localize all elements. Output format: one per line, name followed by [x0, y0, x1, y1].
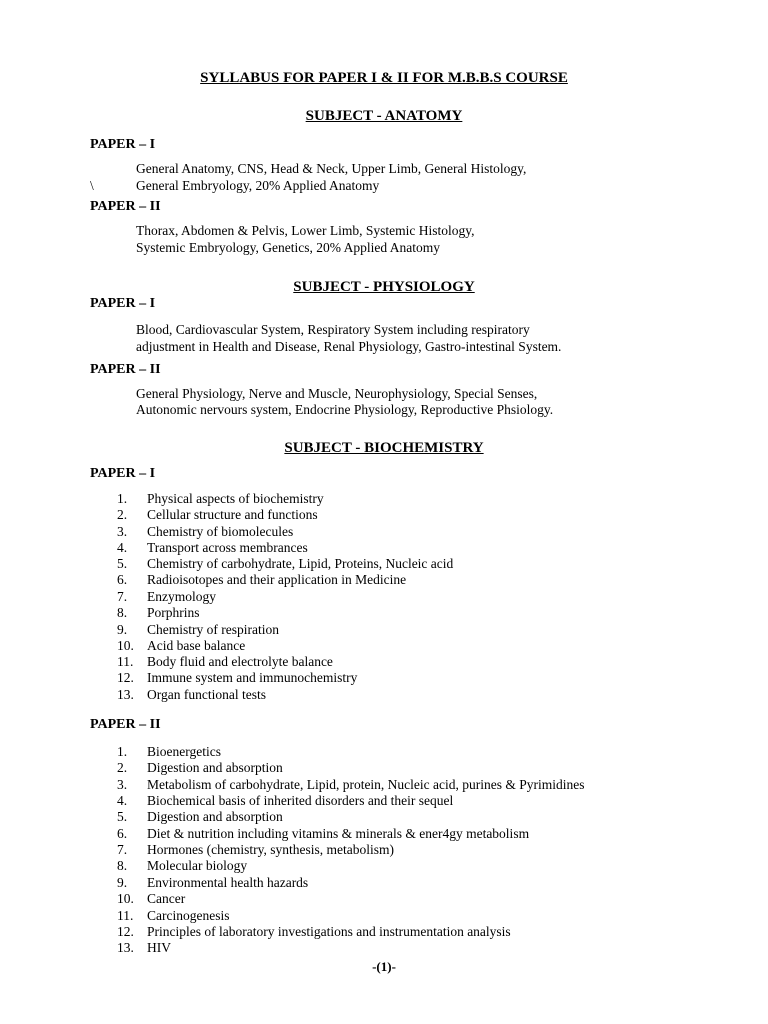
item-number: 8. [117, 858, 128, 873]
item-number: 1. [117, 491, 128, 506]
biochemistry-heading: SUBJECT - BIOCHEMISTRY [284, 440, 484, 456]
biochemistry-paper-2-item [117, 810, 283, 824]
physiology-paper-2-line: General Physiology, Nerve and Muscle, Neurophysiology, Special Senses, [136, 386, 538, 401]
anatomy-paper-2-label: PAPER – II [90, 199, 161, 214]
item-text: Cancer [147, 891, 186, 906]
item-text: Bioenergetics [147, 744, 221, 759]
item-number: 13. [117, 687, 134, 702]
biochemistry-paper-2-item [117, 909, 229, 923]
physiology-heading: SUBJECT - PHYSIOLOGY [293, 279, 475, 295]
anatomy-heading: SUBJECT - ANATOMY [305, 108, 463, 124]
biochemistry-paper-1-item [117, 557, 453, 571]
item-number: 4. [117, 793, 128, 808]
item-text: Digestion and absorption [147, 760, 283, 775]
stray-backslash-mark: \ [90, 178, 94, 193]
biochemistry-paper-1-item [117, 655, 333, 669]
item-text: Immune system and immunochemistry [147, 670, 358, 685]
item-number: 1. [117, 744, 128, 759]
item-text: Cellular structure and functions [147, 507, 318, 522]
biochemistry-paper-2-item [117, 941, 171, 955]
biochemistry-paper-1-label: PAPER – I [90, 466, 156, 481]
item-text: Chemistry of respiration [147, 622, 279, 637]
anatomy-paper-1-line: General Anatomy, CNS, Head & Neck, Upper Limb, General Histology, [136, 161, 527, 176]
biochemistry-paper-2-item [117, 794, 453, 808]
biochemistry-paper-2-item [117, 827, 529, 841]
item-number: 3. [117, 524, 128, 539]
item-number: 12. [117, 670, 134, 685]
item-text: Porphrins [147, 605, 200, 620]
item-number: 2. [117, 760, 128, 775]
item-number: 13. [117, 940, 134, 955]
biochemistry-paper-1-item [117, 525, 293, 539]
item-number: 5. [117, 809, 128, 824]
biochemistry-paper-1-item [117, 639, 245, 653]
item-number: 10. [117, 638, 134, 653]
item-text: Radioisotopes and their application in Medicine [147, 572, 407, 587]
physiology-paper-1-line: adjustment in Health and Disease, Renal Physiology, Gastro-intestinal System. [136, 339, 562, 354]
biochemistry-paper-2-item [117, 761, 283, 775]
item-number: 7. [117, 842, 128, 857]
item-number: 6. [117, 826, 128, 841]
item-text: Environmental health hazards [147, 875, 309, 890]
biochemistry-paper-1-item [117, 541, 308, 555]
biochemistry-paper-1-item [117, 508, 318, 522]
biochemistry-paper-1-item [117, 623, 279, 637]
item-text: Digestion and absorption [147, 809, 283, 824]
biochemistry-paper-2-item [117, 843, 394, 857]
biochemistry-paper-2-item [117, 892, 185, 906]
item-number: 11. [117, 654, 134, 669]
item-text: Hormones (chemistry, synthesis, metabolism) [147, 842, 394, 857]
biochemistry-paper-1-item [117, 688, 266, 702]
item-number: 5. [117, 556, 128, 571]
biochemistry-paper-2-item [117, 778, 585, 792]
item-number: 9. [117, 622, 128, 637]
item-number: 4. [117, 540, 128, 555]
item-text: Chemistry of carbohydrate, Lipid, Proteins, Nucleic acid [147, 556, 454, 571]
biochemistry-paper-2-item [117, 925, 511, 939]
item-text: Principles of laboratory investigations and instrumentation analysis [147, 924, 511, 939]
item-number: 7. [117, 589, 128, 604]
item-text: Body fluid and electrolyte balance [147, 654, 333, 669]
item-number: 12. [117, 924, 134, 939]
anatomy-paper-2-line: Systemic Embryology, Genetics, 20% Applied Anatomy [136, 240, 440, 255]
item-text: Physical aspects of biochemistry [147, 491, 324, 506]
item-text: Transport across membrances [147, 540, 308, 555]
item-text: Diet & nutrition including vitamins & minerals & ener4gy metabolism [147, 826, 530, 841]
biochemistry-paper-1-item [117, 573, 406, 587]
biochemistry-paper-2-item [117, 745, 221, 759]
item-number: 10. [117, 891, 134, 906]
biochemistry-paper-1-item [117, 590, 216, 604]
biochemistry-paper-1-item [117, 671, 357, 685]
biochemistry-paper-2-item [117, 876, 308, 890]
item-text: Metabolism of carbohydrate, Lipid, protein, Nucleic acid, purines & Pyrimidines [147, 777, 585, 792]
item-text: Carcinogenesis [147, 908, 230, 923]
biochemistry-paper-2-item [117, 859, 247, 873]
biochemistry-paper-1-item [117, 492, 324, 506]
item-text: Chemistry of biomolecules [147, 524, 294, 539]
anatomy-paper-1-line: General Embryology, 20% Applied Anatomy [136, 178, 380, 193]
anatomy-paper-1-label: PAPER – I [90, 137, 156, 152]
item-text: HIV [147, 940, 171, 955]
document-title: SYLLABUS FOR PAPER I & II FOR M.B.B.S COURSE [200, 70, 568, 86]
physiology-paper-2-label: PAPER – II [90, 362, 161, 377]
item-number: 6. [117, 572, 128, 587]
item-text: Organ functional tests [147, 687, 266, 702]
item-text: Biochemical basis of inherited disorders and their sequel [147, 793, 454, 808]
item-number: 8. [117, 605, 128, 620]
item-number: 9. [117, 875, 128, 890]
item-number: 11. [117, 908, 134, 923]
item-text: Enzymology [147, 589, 216, 604]
page-number: -(1)- [372, 959, 396, 974]
physiology-paper-1-line: Blood, Cardiovascular System, Respiratory System including respiratory [136, 322, 530, 337]
item-number: 3. [117, 777, 128, 792]
physiology-paper-1-label: PAPER – I [90, 296, 156, 311]
item-text: Molecular biology [147, 858, 248, 873]
anatomy-paper-2-line: Thorax, Abdomen & Pelvis, Lower Limb, Systemic Histology, [136, 223, 475, 238]
biochemistry-paper-1-item [117, 606, 200, 620]
item-number: 2. [117, 507, 128, 522]
physiology-paper-2-line: Autonomic nervours system, Endocrine Physiology, Reproductive Phsiology. [136, 402, 554, 417]
item-text: Acid base balance [147, 638, 246, 653]
biochemistry-paper-2-label: PAPER – II [90, 717, 161, 732]
